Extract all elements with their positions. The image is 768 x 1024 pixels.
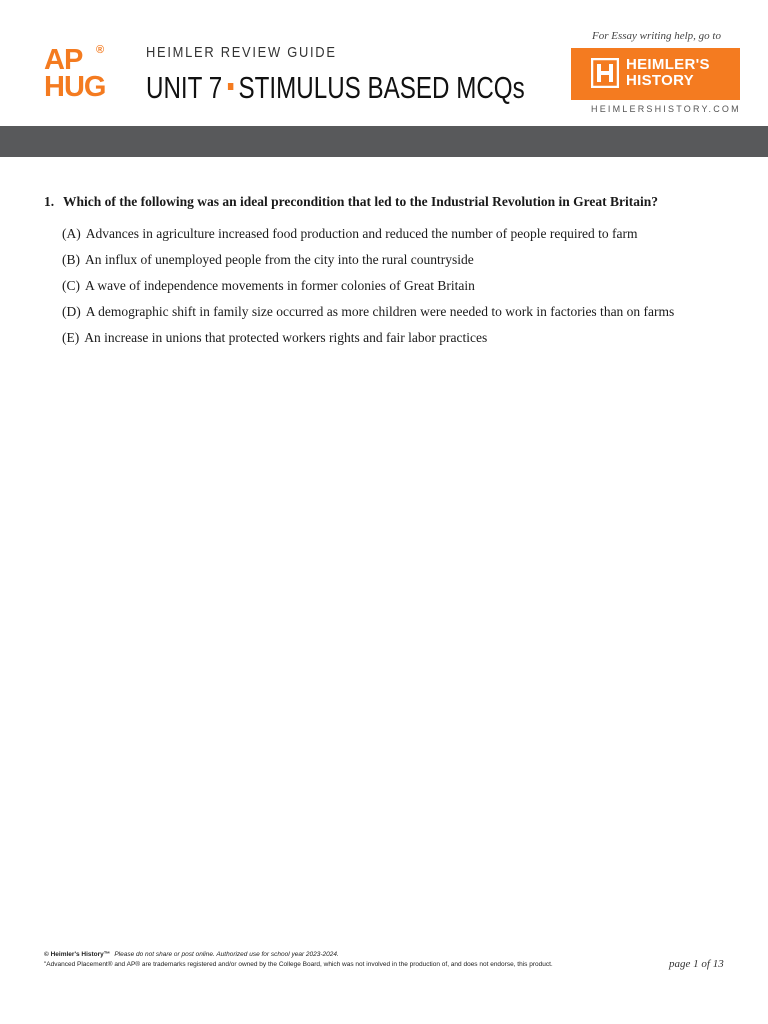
choice-b [62, 251, 744, 277]
choice-d [62, 303, 744, 329]
title-separator [228, 83, 233, 90]
guide-label: HEIMLER REVIEW GUIDE [146, 44, 337, 61]
brand-url-link[interactable]: HEIMLERSHISTORY.COM [591, 104, 741, 114]
question-stem [44, 193, 744, 211]
usage-notice: Please do not share or post online. Authorized use for school year 2023-2024. [114, 951, 339, 958]
logo-registered-mark: ® [96, 44, 105, 56]
heimlers-history-logo[interactable] [571, 48, 740, 100]
page-number: page 1 of 13 [669, 958, 724, 970]
unit-label: UNIT 7 [146, 70, 223, 105]
choice-text: A demographic shift in family size occurred as more children were needed to work in factories than on farms [85, 304, 675, 319]
choice-text: A wave of independence movements in former colonies of Great Britain [85, 278, 475, 293]
choice-text: Advances in agriculture increased food production and reduced the number of people required to farm [85, 226, 638, 241]
heimlers-history-icon [591, 58, 619, 88]
question-number: 1. [44, 194, 55, 209]
unit-title-text: STIMULUS BASED MCQs [238, 70, 525, 105]
footer [44, 950, 734, 970]
footer-line-1 [44, 950, 734, 960]
brand-name-line1: HEIMLER'S [626, 56, 710, 73]
trademark-notice: "Advanced Placement® and AP® are trademarks registered and/or owned by the College Board, which was not involved in the production of, and does not endorse, this product. [44, 961, 553, 968]
choice-letter: (D) [62, 304, 81, 319]
choice-letter: (E) [62, 330, 80, 345]
copyright-text: © Heimler's History™ [44, 951, 111, 958]
choice-letter: (B) [62, 252, 80, 267]
answer-choices [62, 225, 744, 355]
logo-ap-text: AP [44, 44, 83, 76]
brand-name [626, 57, 710, 89]
essay-help-text: For Essay writing help, go to [592, 30, 721, 42]
page-title [146, 70, 525, 106]
choice-c [62, 277, 744, 303]
question-text: Which of the following was an ideal precondition that led to the Industrial Revolution in Great Britain? [63, 194, 659, 209]
choice-text: An influx of unemployed people from the city into the rural countryside [85, 252, 474, 267]
header-divider-band [0, 126, 768, 157]
choice-e [62, 329, 744, 355]
question-1 [44, 193, 744, 355]
logo-hug-text: HUG [44, 71, 106, 103]
ap-hug-logo [44, 44, 124, 104]
choice-letter: (C) [62, 278, 80, 293]
choice-a [62, 225, 744, 251]
choice-text: An increase in unions that protected workers rights and fair labor practices [84, 330, 488, 345]
brand-name-line2: HISTORY [626, 72, 694, 89]
choice-letter: (A) [62, 226, 81, 241]
